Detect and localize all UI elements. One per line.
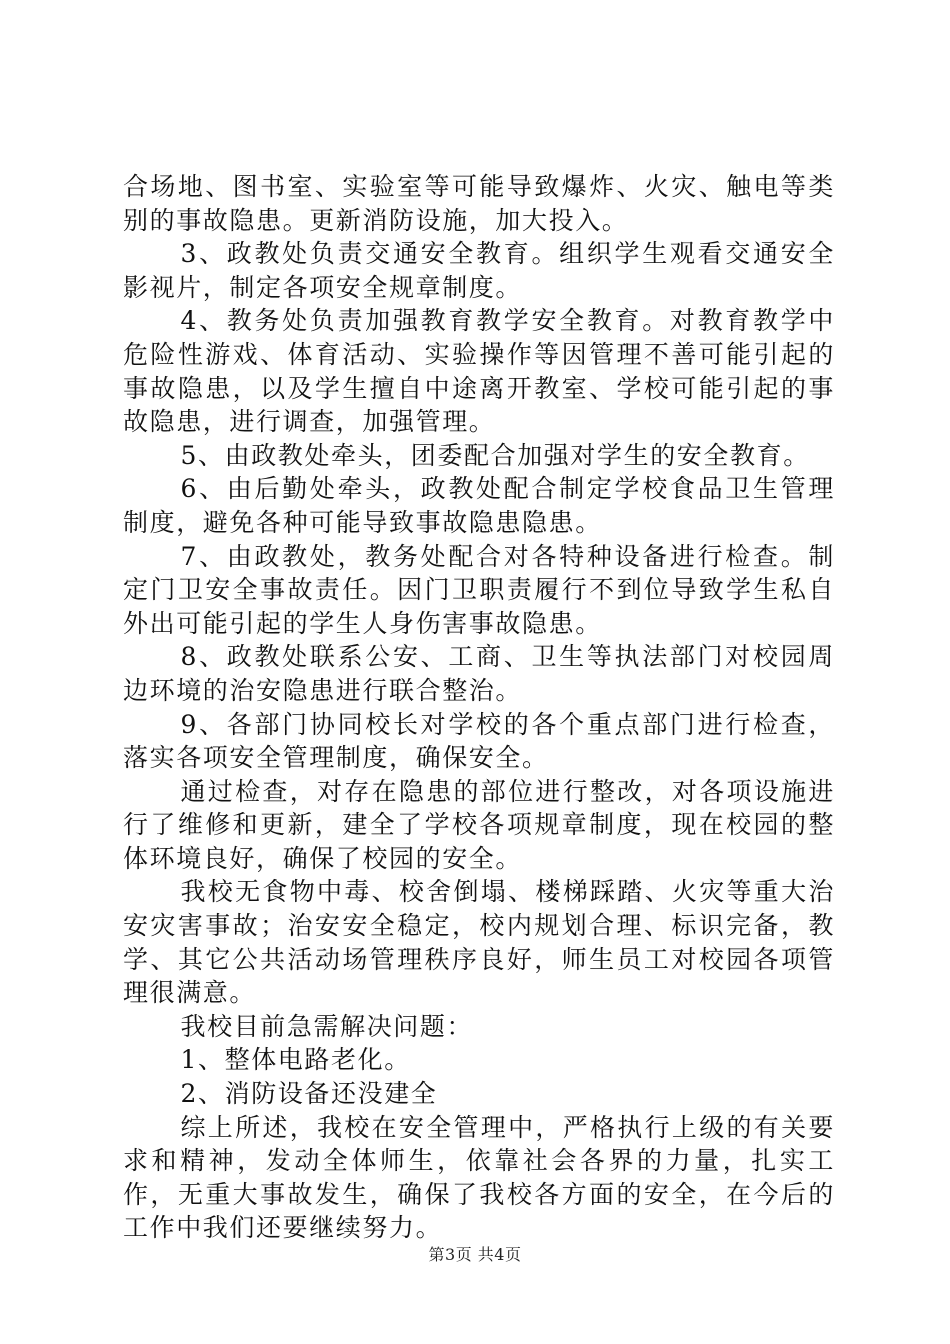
paragraph-14: 综上所述，我校在安全管理中，严格执行上级的有关要求和精神，发动全体师生，依靠社会各界的力量，扎实工作，无重大事故发生，确保了我校各方面的安全，在今后的工作中我们还要继续努力。 xyxy=(123,1112,835,1243)
paragraph-8: 9、各部门协同校长对学校的各个重点部门进行检查，落实各项安全管理制度，确保安全。 xyxy=(123,709,835,773)
paragraph-10: 我校无食物中毒、校舍倒塌、楼梯踩踏、火灾等重大治安灾害事故；治安安全稳定，校内规划合理、标识完备，教学、其它公共活动场管理秩序良好，师生员工对校园各项管理很满意。 xyxy=(123,877,835,1008)
paragraph-9: 通过检查，对存在隐患的部位进行整改，对各项设施进行了维修和更新，建全了学校各项规章制度，现在校园的整体环境良好，确保了校园的安全。 xyxy=(123,776,835,873)
paragraph-5: 6、由后勤处牵头，政教处配合制定学校食品卫生管理制度，避免各种可能导致事故隐患隐患。 xyxy=(123,474,835,537)
paragraph-11: 我校目前急需解决问题： xyxy=(180,1011,474,1041)
paragraph-12: 1、整体电路老化。 xyxy=(180,1045,411,1075)
paragraph-3: 4、教务处负责加强教育教学安全教育。对教育教学中危险性游戏、体育活动、实验操作等因管理不善可能引起的事故隐患，以及学生擅自中途离开教室、学校可能引起的事故隐患，进行调查，加强管理。 xyxy=(123,306,835,437)
paragraph-6: 7、由政教处，教务处配合对各特种设备进行检查。制定门卫安全事故责任。因门卫职责履行不到位导致学生私自外出可能引起的学生人身伤害事故隐患。 xyxy=(123,541,835,638)
page-number-footer: 第3页 共4页 xyxy=(428,1245,522,1264)
paragraph-13: 2、消防设备还没建全 xyxy=(180,1079,438,1109)
paragraph-4: 5、由政教处牵头，团委配合加强对学生的安全教育。 xyxy=(180,440,810,470)
paragraph-1: 合场地、图书室、实验室等可能导致爆炸、火灾、触电等类别的事故隐患。更新消防设施，加大投入。 xyxy=(123,172,835,235)
paragraph-2: 3、政教处负责交通安全教育。组织学生观看交通安全影视片，制定各项安全规章制度。 xyxy=(123,239,835,302)
paragraph-7: 8、政教处联系公安、工商、卫生等执法部门对校园周边环境的治安隐患进行联合整治。 xyxy=(123,642,835,705)
document-body xyxy=(123,170,835,1245)
